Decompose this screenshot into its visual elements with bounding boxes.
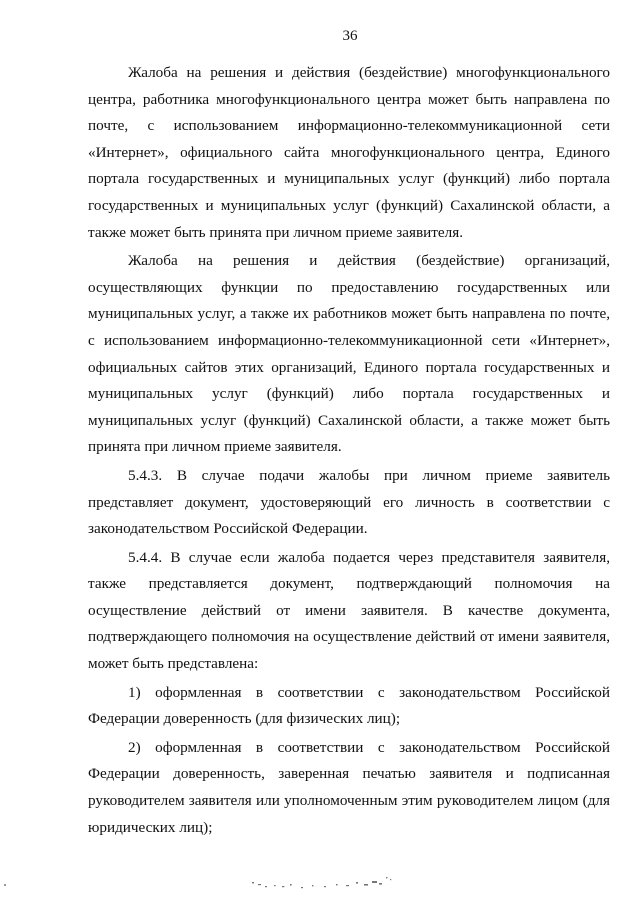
paragraph-5-4-4: 5.4.4. В случае если жалоба подается через представителя заявителя, также представляется документ, подтверждающий полномочия на осуществление действий от имени заявителя. В качестве документа, подтверждающего полномочия на осуществление действий от имени заявителя, может быть представлена: (88, 548, 610, 673)
paragraph-5-4-3: 5.4.3. В случае подачи жалобы при личном приеме заявитель представляет документ, удостоверяющий его личность в соответствии с законодательством Российской Федерации. (88, 466, 610, 538)
paragraph-mfc-complaint: Жалоба на решения и действия (бездействие) многофункционального центра, работника многофункционального центра может быть направлена по почте, с использованием информационно-телекоммуникационной сети «Интернет», официального сайта многофункционального центра, Единого портала государственных и муниципальных услуг (функций) либо портала государственных и муниципальных услуг (функций) Сахалинской области, а также может быть принята при личном приеме заявителя. (88, 64, 610, 241)
scan-edge-dot (4, 884, 6, 886)
list-item-1: 1) оформленная в соответствии с законодательством Российской Федерации доверенность (для физических лиц); (88, 683, 610, 728)
paragraph-organizations-complaint: Жалоба на решения и действия (бездействие) организаций, осуществляющих функции по предоставлению государственных или муниципальных услуг, а также их работников может быть направлена по почте, с использованием информационно-телекоммуникационной сети «Интернет», официальных сайтов этих организаций, Единого портала государственных и муниципальных услуг (функций) либо портала государственных и муниципальных услуг (функций) Сахалинской области, а также может быть принята при личном приеме заявителя. (88, 252, 610, 456)
list-item-2: 2) оформленная в соответствии с законодательством Российской Федерации доверенность, заверенная печатью заявителя и подписанная руководителем заявителя или уполномоченным этим руководителем лицом (для юридических лиц); (88, 738, 610, 836)
page-number: 36 (342, 28, 358, 44)
document-body (88, 60, 610, 841)
scan-artifact-mark (238, 868, 398, 896)
